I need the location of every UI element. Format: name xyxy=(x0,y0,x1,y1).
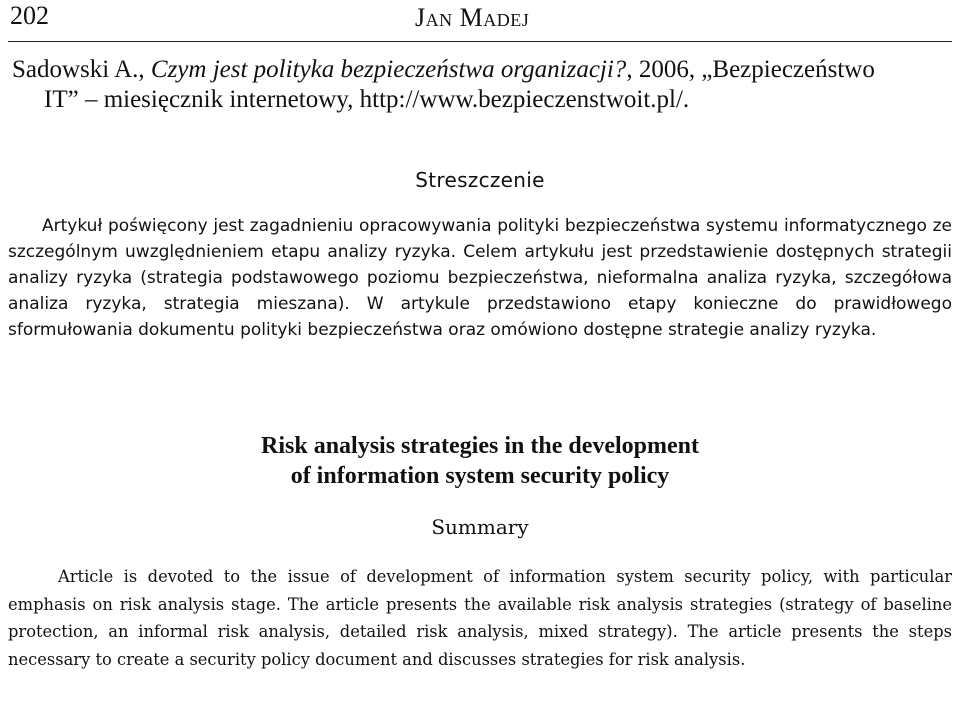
english-summary-heading: Summary xyxy=(431,515,529,539)
english-article-title xyxy=(0,431,960,491)
bibliography-entry xyxy=(12,55,952,115)
polish-summary-body: Artykuł poświęcony jest zagadnieniu opracowywania polityki bezpieczeństwa systemu informatycznego ze szczególnym uwzględnieniem etapu analizy ryzyka. Celem artykułu jest przedstawienie dostępnych strategii analizy ryzyka (strategia podstawowego poziomu bezpieczeństwa, nieformalna analiza ryzyka, szczegółowa analiza ryzyka, strategia mieszana). W artykule przedstawiono etapy konieczne do prawidłowego sformułowania dokumentu polityki bezpieczeństwa oraz omówiono dostępne strategie analizy ryzyka. xyxy=(8,216,952,340)
english-title-line-1: Risk analysis strategies in the development xyxy=(261,433,699,459)
reference-title: Czym jest polityka bezpieczeństwa organizacji? xyxy=(150,56,627,83)
running-header xyxy=(0,0,960,40)
reference-line-1 xyxy=(12,55,952,85)
reference-line-2: IT” – miesięcznik internetowy, http://www.bezpieczenstwoit.pl/. xyxy=(44,86,690,113)
header-rule xyxy=(8,41,952,42)
reference-author: Sadowski A., xyxy=(12,56,151,83)
english-title-line-2: of information system security policy xyxy=(290,463,670,489)
reference-publication: , 2006, „Bezpieczeństwo xyxy=(626,56,875,83)
english-summary-body: Article is devoted to the issue of development of information system security policy, with particular emphasis on risk analysis stage. The article presents the available risk analysis strategies (strategy of baseline protection, an informal risk analysis, detailed risk analysis, mixed strategy). The article presents the steps necessary to create a security policy document and discusses strategies for risk analysis. xyxy=(8,567,952,669)
page-number: 202 xyxy=(10,1,49,30)
polish-summary-heading: Streszczenie xyxy=(415,168,545,192)
running-title: Jan Madej xyxy=(415,3,530,32)
